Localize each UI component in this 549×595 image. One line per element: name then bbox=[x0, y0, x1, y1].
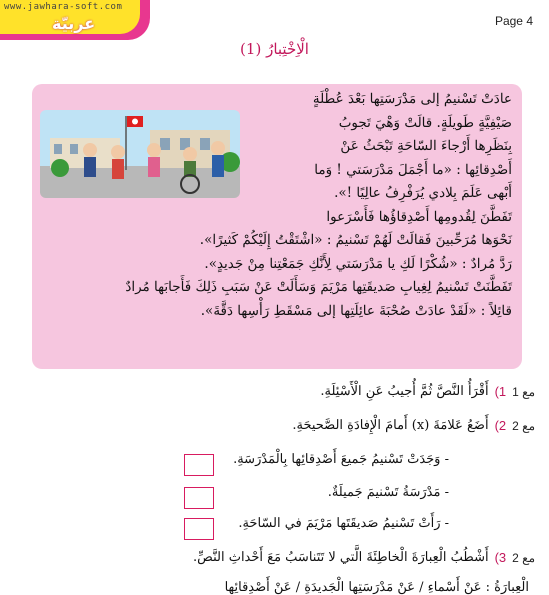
question-3 bbox=[193, 550, 535, 565]
option-3: - رَأَتْ تَسْنيمُ صَديقَتَها مَرْيَمَ في السّاحَةِ. bbox=[238, 516, 449, 531]
question-text: أَضَعُ عَلامَةَ (x) أَمامَ الْإِفادَةِ الصَّحيحَةِ. bbox=[292, 418, 489, 433]
answer-checkbox-1[interactable] bbox=[184, 454, 214, 476]
subject-tab bbox=[0, 0, 150, 40]
criterion-label: مع 2 bbox=[512, 418, 535, 433]
story-line: أَصْدِقائِها : «ما أَجْمَلَ مَدْرَسَتي ! وَما bbox=[314, 161, 512, 178]
story-line: صَيْفِيَّةٍ طَويلَةٍ. قالَتْ وَهْيَ تَجوبُ bbox=[338, 114, 512, 131]
story-text bbox=[38, 88, 512, 323]
page-number: Page 4 bbox=[494, 14, 533, 28]
question-1 bbox=[320, 384, 535, 399]
option-1: - وَجَدَتْ تَسْنيمُ جَميعَ أَصْدِقائِها بِالْمَدْرَسَةِ. bbox=[233, 452, 449, 467]
story-line: قائِلاً : «لَقَدْ عادَتْ صُحْبَةَ عائِلَتِها إلى مَسْقَطِ رَأْسِها دَقَّةَ». bbox=[200, 302, 512, 319]
answer-checkbox-3[interactable] bbox=[184, 518, 214, 540]
story-line: تَفَطَّنَ لِقُدومِها أَصْدِقاؤُها فَأَسْرَعوا bbox=[326, 208, 512, 225]
page-title: الْاِخْتِبارُ (1) bbox=[240, 40, 309, 58]
question-number: 1) bbox=[494, 384, 507, 399]
question-number: 2) bbox=[494, 418, 507, 433]
website-label: www.jawhara-soft.com bbox=[4, 2, 123, 12]
option-2: - مَدْرَسَةُ تَسْنيمَ جَميلَةٌ. bbox=[327, 485, 449, 500]
question-2 bbox=[292, 418, 535, 433]
strike-options[interactable]: الْعِبارَةُ : عَنْ أَسْماءِ / عَنْ مَدْرَسَتِها الْجَديدَةِ / عَنْ أَصْدِقائِها bbox=[224, 580, 529, 595]
answer-checkbox-2[interactable] bbox=[184, 487, 214, 509]
story-line: عادَتْ تَسْنيمُ إلى مَدْرَسَتِها بَعْدَ عُطْلَةٍ bbox=[312, 91, 512, 107]
story-line: بِنَظَرِها أَرْجاءَ السّاحَةِ تَبْحَثُ عَنْ bbox=[340, 138, 512, 154]
criterion-label: مع 2 bbox=[512, 550, 535, 565]
question-text: أَشْطُبُ الْعِبارَةَ الْخاطِئَةَ الَّتي لا تَتَناسَبُ مَعَ أَحْداثِ النَّصِّ. bbox=[193, 550, 489, 565]
story-line: أَبْهى عَلَمَ بِلادي يُرَفْرِفُ عالِيًا !». bbox=[334, 185, 512, 201]
question-text: أَقْرَأُ النَّصَّ ثُمَّ أُجيبُ عَنِ الْأَسْئِلَةِ. bbox=[320, 384, 489, 399]
story-line: تَفَطَّنَتْ تَسْنيمُ لِغِيابِ صَديقَتِها مَرْيَمَ وَسَأَلَتْ عَنْ سَبَبِ ذَلِكَ فَأَجابَها مُرادٌ bbox=[125, 279, 512, 295]
story-line: نَحْوَها مُرَحِّبينَ فَقالَتْ لَهُمْ تَسْنيمُ : «اشْتَقْتُ إِلَيْكُمْ كَثيرًا». bbox=[199, 232, 512, 248]
story-box bbox=[32, 84, 522, 369]
story-line: رَدَّ مُرادٌ : «شُكْرًا لَكِ يا مَدْرَسَتي لِأَنَّكِ جَمَعْتِنا مِنْ جَديدٍ». bbox=[204, 255, 512, 272]
subject-title: عربيّة bbox=[52, 14, 96, 33]
question-number: 3) bbox=[494, 550, 507, 565]
criterion-label: مع 1 bbox=[512, 384, 535, 399]
